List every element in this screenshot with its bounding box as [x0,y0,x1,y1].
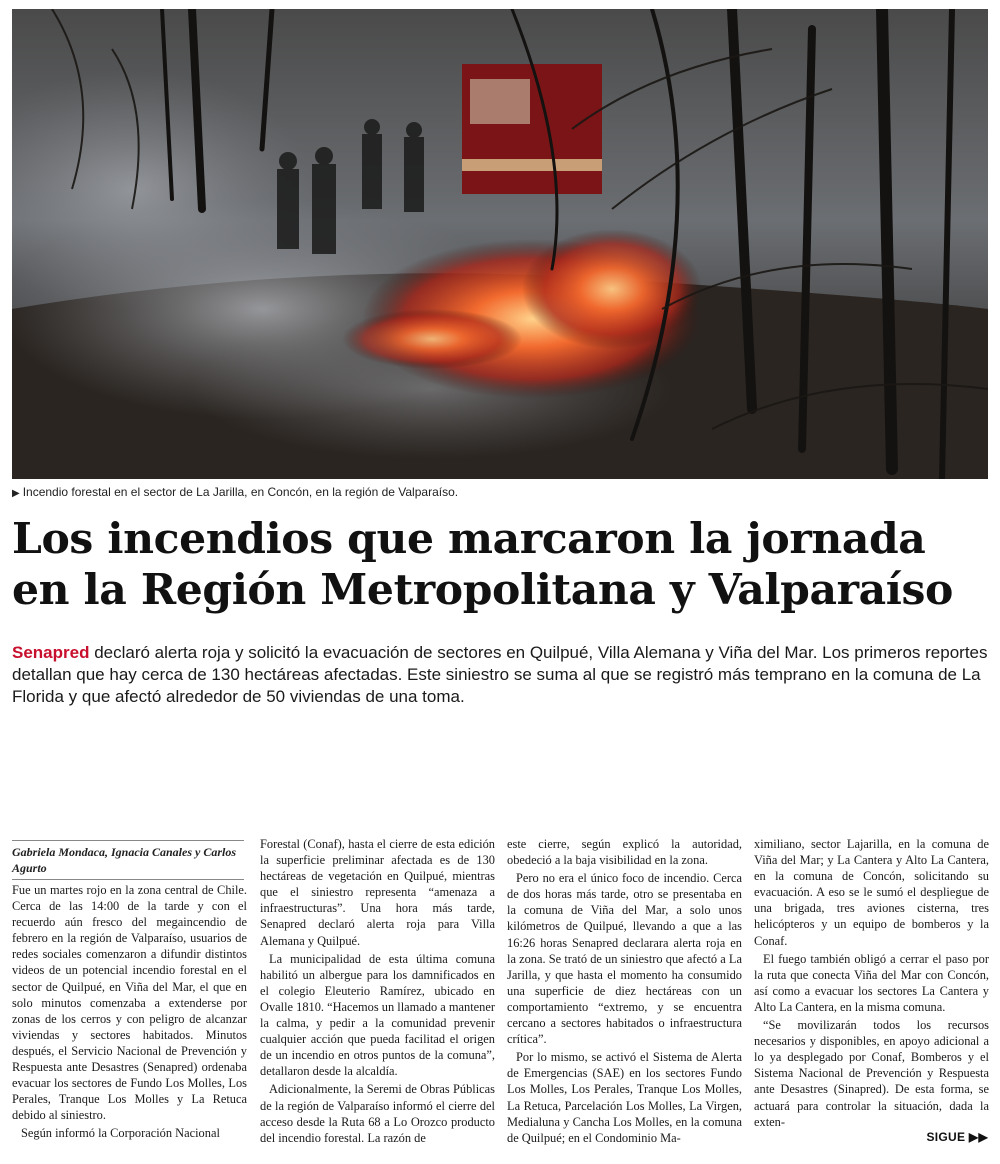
lead-text: declaró alerta roja y solicitó la evacuación de sectores en Quilpué, Villa Alemana y Viña del Mar. Los primeros reportes detallan que hay cerca de 130 hectáreas afectadas. Este siniestro se suma al que se registró más temprano en la comuna de La Florida y que afectó alrededor de 50 viviendas de una toma. [12,643,988,706]
paragraph: Fue un martes rojo en la zona central de Chile. Cerca de las 14:00 de la tarde y con el recuerdo aún fresco del megaincendio de febrero en la región de Valparaíso, usuarios de redes sociales comenzaron a difundir distintos videos de un potencial incendio forestal en el sector de Quilpué, en Viña del Mar, el que en solo minutos comenzaba a extenderse por zonas de los cerros y con peligro de alcanzar viviendas y sectores habitados. Minutos después, el Servicio Nacional de Prevención y Respuesta ante Desastres (Senapred) ordenaba evacuar los sectores de Fundo Los Molles, Los Perales, Tranque Los Molles y La Retuca debido al siniestro. [12,883,247,1123]
article-column-1 [12,882,247,1144]
paragraph: El fuego también obligó a cerrar el paso por la ruta que conecta Viña del Mar con Concón, así como a evacuar los sectores La Cantera y Alto La Cantera, en la misma comuna. [754,951,989,1014]
byline: Gabriela Mondaca, Ignacia Canales y Carlos Agurto [12,840,244,880]
lead-brand: Senapred [12,643,90,662]
paragraph: Pero no era el único foco de incendio. Cerca de dos horas más tarde, otro se presentaba en la comuna de Viña del Mar, a solo unos kilómetros de Quilpué, llevando a que a las 16:26 horas Senapred declarara alerta roja en la zona. Se trató de un siniestro que afectó a La Jarilla, y que hasta el momento ha consumido una superficie de diez hectáreas con un comportamiento “extremo, y se encuentra cercano a sectores habitados o infraestructura crítica”. [507,871,742,1047]
paragraph: Forestal (Conaf), hasta el cierre de esta edición la superficie preliminar afectada es de 130 hectáreas de vegetación en Quilpué, mientras que el siniestro representa “amenaza a infraestructuras”. Una hora más tarde, Senapred declaró alerta roja para Villa Alemana y Quilpué. [260,837,495,948]
article-headline [12,514,988,616]
paragraph: ximiliano, sector Lajarilla, en la comuna de Viña del Mar; y La Cantera y Alto La Cantera, en la comuna de Concón, solicitando su evacuación. A eso se le sumó el despliegue de una brigada, tres aviones cisterna, tres helicópteros y un equipo de bomberos y la Conaf. [754,837,989,948]
headline-line-2: en la Región Metropolitana y Valparaíso [12,565,953,615]
wildfire-illustration [12,9,988,479]
paragraph: este cierre, según explicó la autoridad, obedeció a la baja visibilidad en la zona. [507,837,742,868]
caption-marker-icon: ▶ [12,488,20,499]
paragraph: “Se movilizarán todos los recursos necesarios y disponibles, en apoyo adicional a lo ya desplegado por Conaf, Bomberos y el Sistema Nacional de Prevención y Respuesta ante Desastres (Sinapred). De esta forma, se actuará para controlar la situación, dada la exten- [754,1018,989,1129]
paragraph: La municipalidad de esta última comuna habilitó un albergue para los damnificados en el colegio Eleuterio Ramírez, ubicado en Ovalle 1810. “Hacemos un llamado a mantener la calma, y pedir a la comunidad prevenir cualquier acción que pueda facilitad el origen de un incendio en otros puntos de la comuna”, detallaron desde la alcaldía. [260,951,495,1079]
headline-line-1: Los incendios que marcaron la jornada [12,514,926,564]
wildfire-photo [12,9,988,479]
caption-text: Incendio forestal en el sector de La Jarilla, en Concón, en la región de Valparaíso. [22,485,459,499]
paragraph: Adicionalmente, la Seremi de Obras Públicas de la región de Valparaíso informó el cierre del acceso desde la Ruta 68 a Lo Orozco producto del incendio forestal. La razón de [260,1082,495,1145]
photo-caption [12,484,988,502]
paragraph: Por lo mismo, se activó el Sistema de Alerta de Emergencias (SAE) en los sectores Fundo Los Molles, Los Perales, Tranque Los Molles, La Retuca, Parcelación Los Molles, La Virgen, Medialuna y Cancha Los Molles, en la comuna de Quilpué; en el Condominio Ma- [507,1050,742,1145]
article-column-2 [260,836,495,1148]
article-lead [12,642,988,708]
paragraph: Según informó la Corporación Nacional [21,1126,220,1141]
article-column-3 [507,836,742,1148]
article-column-4 [754,836,989,1132]
continue-indicator: SIGUE ▶▶ [926,1130,988,1144]
